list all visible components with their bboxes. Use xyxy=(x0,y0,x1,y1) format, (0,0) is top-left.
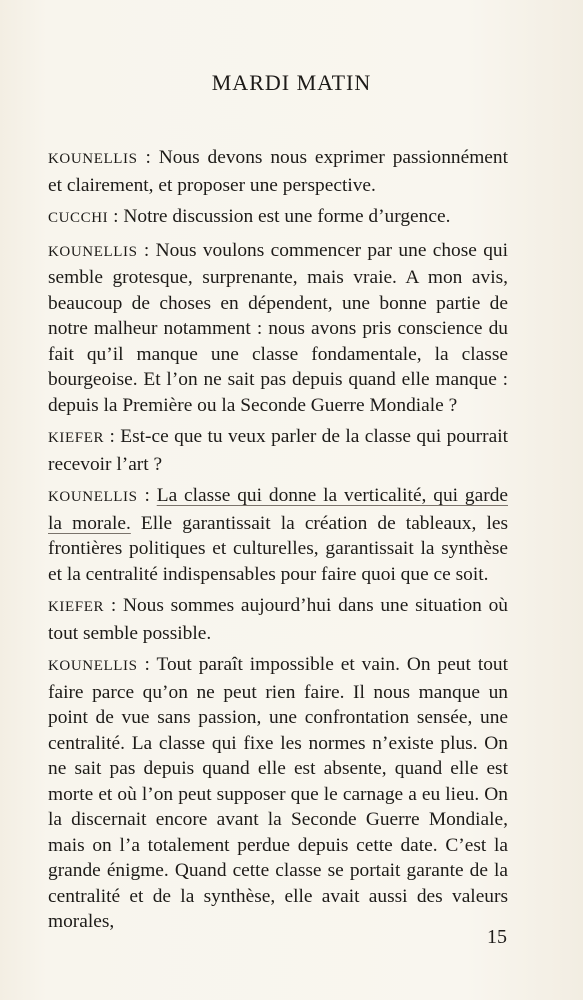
speech-text: Elle garantissait la création de tableaux, les frontières politiques et culturelles, garantissait la synthèse et la centralité indispensables pour faire quoi que ce soit. xyxy=(48,512,509,585)
speaker-name: KOUNELLIS xyxy=(48,658,138,674)
speaker-separator: : xyxy=(137,147,159,168)
dialogue-paragraph xyxy=(48,424,508,477)
speaker-separator: : xyxy=(104,426,121,447)
speaker-name: CUCCHI xyxy=(48,210,109,226)
speech-text: Tout paraît impossible et vain. On peut tout faire parce qu’on ne peut rien faire. Il nous manque un point de vue sans passion, une confrontation sensée, une centralité. La classe qui fixe les normes n’existe plus. On ne sait pas depuis quand elle est absente, quand elle est morte et où l’on peut supposer que le carnage a eu lieu. On la discernait encore avant la Seconde Guerre Mondiale, mais on l’a totalement perdue depuis cette date. C’est la grande énigme. Quand cette classe se portait garante de la centralité et de la synthèse, elle avait aussi des valeurs morales, xyxy=(48,654,508,932)
speaker-name: KOUNELLIS xyxy=(48,151,138,167)
dialogue-paragraph xyxy=(48,652,508,935)
speech-text: Est-ce que tu veux parler de la classe qui pourrait recevoir l’art ? xyxy=(48,426,508,475)
speaker-separator: : xyxy=(137,485,157,506)
dialogue-paragraph xyxy=(48,593,508,646)
speech-text: Nous sommes aujourd’hui dans une situation où tout semble possible. xyxy=(48,595,508,644)
speech-text: Nous devons nous exprimer passionnément et clairement, et proposer une perspective. xyxy=(48,147,508,196)
dialogue-text xyxy=(48,145,508,941)
dialogue-paragraph xyxy=(48,483,508,587)
speaker-separator: : xyxy=(137,239,156,261)
speaker-separator: : xyxy=(137,654,157,675)
speaker-name: KIEFER xyxy=(48,430,105,446)
dialogue-paragraph xyxy=(48,204,508,232)
speaker-name: KOUNELLIS xyxy=(48,243,138,260)
dialogue-paragraph xyxy=(48,145,508,198)
speaker-name: KIEFER xyxy=(48,599,105,615)
speech-text: Nous voulons commencer par une chose qui semble grotesque, surprenante, mais vraie. A mon avis, beaucoup de choses en dépendent, une bonne partie de notre malheur notamment : nous avons pris conscience du fait qu’il manque une classe fondamentale, la classe bourgeoise. Et l’on ne sait pas depuis quand elle manque : depuis la Première ou la Seconde Guerre Mondiale ? xyxy=(48,239,508,416)
speaker-separator: : xyxy=(108,206,124,227)
speaker-name: KOUNELLIS xyxy=(48,489,138,505)
dialogue-paragraph xyxy=(48,238,508,419)
speaker-separator: : xyxy=(104,595,123,616)
page-title: MARDI MATIN xyxy=(211,70,372,95)
speech-text: Notre discussion est une forme d’urgence. xyxy=(123,206,451,227)
underlined-speech-text: La classe qui donne la verticalité, qui garde la morale. xyxy=(48,485,508,534)
page-number: 15 xyxy=(487,926,507,948)
